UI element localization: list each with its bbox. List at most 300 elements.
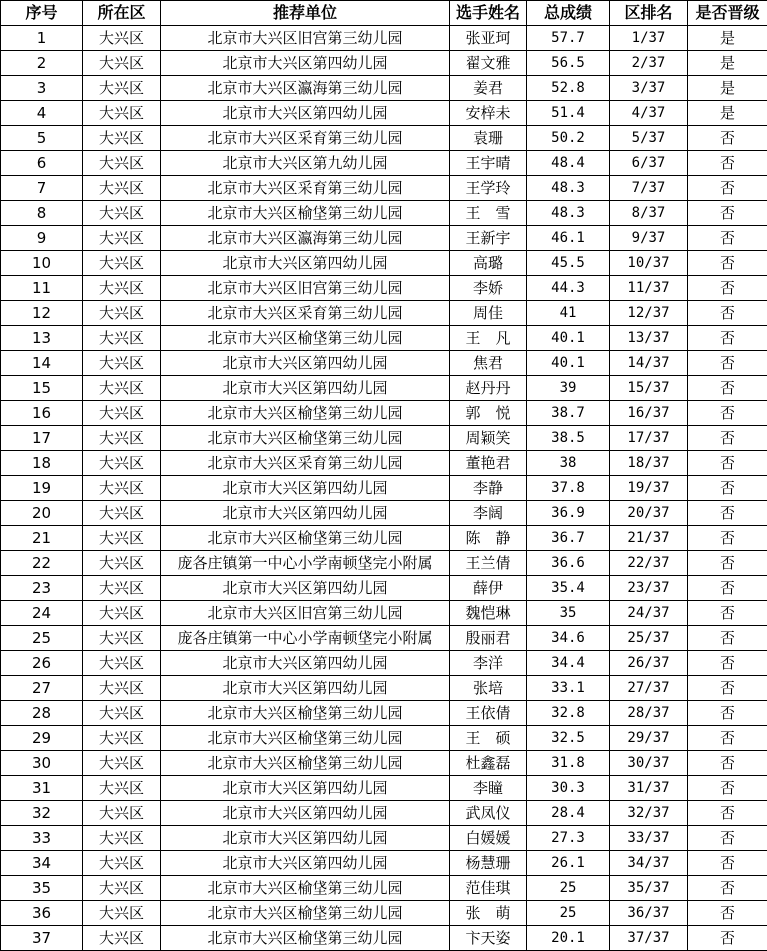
index-cell: 18 bbox=[1, 451, 83, 476]
district-cell: 大兴区 bbox=[83, 226, 161, 251]
table-row bbox=[1, 651, 767, 676]
score-cell: 44.3 bbox=[527, 276, 610, 301]
table-row bbox=[1, 26, 767, 51]
unit-cell: 北京市大兴区旧宫第三幼儿园 bbox=[161, 26, 450, 51]
advance-cell: 否 bbox=[688, 926, 767, 951]
table-row bbox=[1, 876, 767, 901]
score-cell: 37.8 bbox=[527, 476, 610, 501]
table-row bbox=[1, 576, 767, 601]
unit-cell: 庞各庄镇第一中心小学南顿垡完小附属 bbox=[161, 551, 450, 576]
score-cell: 32.8 bbox=[527, 701, 610, 726]
score-cell: 48.3 bbox=[527, 201, 610, 226]
name-cell: 王宇晴 bbox=[450, 151, 527, 176]
rank-cell: 4/37 bbox=[610, 101, 688, 126]
score-cell: 36.7 bbox=[527, 526, 610, 551]
index-cell: 12 bbox=[1, 301, 83, 326]
index-cell: 8 bbox=[1, 201, 83, 226]
advance-cell: 否 bbox=[688, 626, 767, 651]
advance-cell: 否 bbox=[688, 301, 767, 326]
score-cell: 38.5 bbox=[527, 426, 610, 451]
rank-cell: 2/37 bbox=[610, 51, 688, 76]
unit-cell: 北京市大兴区第四幼儿园 bbox=[161, 376, 450, 401]
name-cell: 焦君 bbox=[450, 351, 527, 376]
unit-cell: 北京市大兴区第四幼儿园 bbox=[161, 351, 450, 376]
rank-cell: 18/37 bbox=[610, 451, 688, 476]
score-cell: 48.3 bbox=[527, 176, 610, 201]
unit-cell: 北京市大兴区榆垡第三幼儿园 bbox=[161, 876, 450, 901]
name-cell: 安梓未 bbox=[450, 101, 527, 126]
table-row bbox=[1, 176, 767, 201]
index-cell: 33 bbox=[1, 826, 83, 851]
table-row bbox=[1, 476, 767, 501]
index-cell: 9 bbox=[1, 226, 83, 251]
unit-cell: 北京市大兴区第四幼儿园 bbox=[161, 801, 450, 826]
score-cell: 36.6 bbox=[527, 551, 610, 576]
name-cell: 李瞳 bbox=[450, 776, 527, 801]
table-row bbox=[1, 451, 767, 476]
district-cell: 大兴区 bbox=[83, 851, 161, 876]
advance-cell: 否 bbox=[688, 876, 767, 901]
rank-cell: 34/37 bbox=[610, 851, 688, 876]
score-cell: 40.1 bbox=[527, 326, 610, 351]
unit-cell: 北京市大兴区第九幼儿园 bbox=[161, 151, 450, 176]
rank-cell: 36/37 bbox=[610, 901, 688, 926]
header-cell-unit: 推荐单位 bbox=[161, 1, 450, 26]
index-cell: 2 bbox=[1, 51, 83, 76]
table-row bbox=[1, 51, 767, 76]
score-cell: 35 bbox=[527, 601, 610, 626]
unit-cell: 北京市大兴区旧宫第三幼儿园 bbox=[161, 601, 450, 626]
table-row bbox=[1, 426, 767, 451]
rank-cell: 16/37 bbox=[610, 401, 688, 426]
district-cell: 大兴区 bbox=[83, 301, 161, 326]
rank-cell: 9/37 bbox=[610, 226, 688, 251]
table-row bbox=[1, 801, 767, 826]
rank-cell: 32/37 bbox=[610, 801, 688, 826]
header-cell-rank: 区排名 bbox=[610, 1, 688, 26]
district-cell: 大兴区 bbox=[83, 676, 161, 701]
name-cell: 赵丹丹 bbox=[450, 376, 527, 401]
score-cell: 28.4 bbox=[527, 801, 610, 826]
score-cell: 33.1 bbox=[527, 676, 610, 701]
index-cell: 19 bbox=[1, 476, 83, 501]
district-cell: 大兴区 bbox=[83, 576, 161, 601]
advance-cell: 否 bbox=[688, 551, 767, 576]
rank-cell: 1/37 bbox=[610, 26, 688, 51]
rank-cell: 14/37 bbox=[610, 351, 688, 376]
advance-cell: 是 bbox=[688, 76, 767, 101]
advance-cell: 否 bbox=[688, 801, 767, 826]
table-row bbox=[1, 76, 767, 101]
score-cell: 45.5 bbox=[527, 251, 610, 276]
district-cell: 大兴区 bbox=[83, 701, 161, 726]
unit-cell: 北京市大兴区第四幼儿园 bbox=[161, 476, 450, 501]
score-cell: 52.8 bbox=[527, 76, 610, 101]
advance-cell: 是 bbox=[688, 101, 767, 126]
rank-cell: 6/37 bbox=[610, 151, 688, 176]
score-cell: 35.4 bbox=[527, 576, 610, 601]
district-cell: 大兴区 bbox=[83, 801, 161, 826]
district-cell: 大兴区 bbox=[83, 601, 161, 626]
table-row bbox=[1, 751, 767, 776]
advance-cell: 否 bbox=[688, 351, 767, 376]
district-cell: 大兴区 bbox=[83, 276, 161, 301]
table-row bbox=[1, 326, 767, 351]
table-row bbox=[1, 601, 767, 626]
district-cell: 大兴区 bbox=[83, 626, 161, 651]
district-cell: 大兴区 bbox=[83, 151, 161, 176]
table-row bbox=[1, 101, 767, 126]
header-row bbox=[1, 1, 767, 26]
table-row bbox=[1, 726, 767, 751]
rank-cell: 25/37 bbox=[610, 626, 688, 651]
name-cell: 薛伊 bbox=[450, 576, 527, 601]
district-cell: 大兴区 bbox=[83, 176, 161, 201]
index-cell: 28 bbox=[1, 701, 83, 726]
score-cell: 40.1 bbox=[527, 351, 610, 376]
score-cell: 32.5 bbox=[527, 726, 610, 751]
district-cell: 大兴区 bbox=[83, 51, 161, 76]
name-cell: 周颖笑 bbox=[450, 426, 527, 451]
name-cell: 李洋 bbox=[450, 651, 527, 676]
index-cell: 3 bbox=[1, 76, 83, 101]
advance-cell: 否 bbox=[688, 601, 767, 626]
table-row bbox=[1, 826, 767, 851]
index-cell: 27 bbox=[1, 676, 83, 701]
index-cell: 4 bbox=[1, 101, 83, 126]
district-cell: 大兴区 bbox=[83, 751, 161, 776]
district-cell: 大兴区 bbox=[83, 901, 161, 926]
advance-cell: 是 bbox=[688, 26, 767, 51]
index-cell: 20 bbox=[1, 501, 83, 526]
district-cell: 大兴区 bbox=[83, 526, 161, 551]
advance-cell: 否 bbox=[688, 476, 767, 501]
score-cell: 56.5 bbox=[527, 51, 610, 76]
name-cell: 王 凡 bbox=[450, 326, 527, 351]
district-cell: 大兴区 bbox=[83, 101, 161, 126]
advance-cell: 否 bbox=[688, 701, 767, 726]
unit-cell: 北京市大兴区瀛海第三幼儿园 bbox=[161, 226, 450, 251]
unit-cell: 北京市大兴区榆垡第三幼儿园 bbox=[161, 726, 450, 751]
advance-cell: 否 bbox=[688, 226, 767, 251]
name-cell: 王依倩 bbox=[450, 701, 527, 726]
name-cell: 王新宇 bbox=[450, 226, 527, 251]
name-cell: 范佳琪 bbox=[450, 876, 527, 901]
unit-cell: 北京市大兴区第四幼儿园 bbox=[161, 101, 450, 126]
advance-cell: 否 bbox=[688, 726, 767, 751]
name-cell: 王 雪 bbox=[450, 201, 527, 226]
index-cell: 26 bbox=[1, 651, 83, 676]
header-cell-district: 所在区 bbox=[83, 1, 161, 26]
score-cell: 48.4 bbox=[527, 151, 610, 176]
unit-cell: 庞各庄镇第一中心小学南顿垡完小附属 bbox=[161, 626, 450, 651]
rank-cell: 29/37 bbox=[610, 726, 688, 751]
index-cell: 6 bbox=[1, 151, 83, 176]
index-cell: 10 bbox=[1, 251, 83, 276]
rank-cell: 30/37 bbox=[610, 751, 688, 776]
table-row bbox=[1, 776, 767, 801]
table-row bbox=[1, 701, 767, 726]
rank-cell: 19/37 bbox=[610, 476, 688, 501]
index-cell: 17 bbox=[1, 426, 83, 451]
rank-cell: 24/37 bbox=[610, 601, 688, 626]
table-row bbox=[1, 226, 767, 251]
advance-cell: 否 bbox=[688, 126, 767, 151]
index-cell: 13 bbox=[1, 326, 83, 351]
name-cell: 陈 静 bbox=[450, 526, 527, 551]
unit-cell: 北京市大兴区第四幼儿园 bbox=[161, 776, 450, 801]
advance-cell: 否 bbox=[688, 376, 767, 401]
index-cell: 32 bbox=[1, 801, 83, 826]
name-cell: 张亚珂 bbox=[450, 26, 527, 51]
advance-cell: 否 bbox=[688, 401, 767, 426]
rank-cell: 21/37 bbox=[610, 526, 688, 551]
district-cell: 大兴区 bbox=[83, 876, 161, 901]
rank-cell: 37/37 bbox=[610, 926, 688, 951]
advance-cell: 否 bbox=[688, 251, 767, 276]
table-row bbox=[1, 151, 767, 176]
rank-cell: 13/37 bbox=[610, 326, 688, 351]
advance-cell: 否 bbox=[688, 751, 767, 776]
table-row bbox=[1, 851, 767, 876]
advance-cell: 否 bbox=[688, 426, 767, 451]
rank-cell: 27/37 bbox=[610, 676, 688, 701]
district-cell: 大兴区 bbox=[83, 126, 161, 151]
advance-cell: 否 bbox=[688, 576, 767, 601]
unit-cell: 北京市大兴区第四幼儿园 bbox=[161, 826, 450, 851]
name-cell: 白媛媛 bbox=[450, 826, 527, 851]
name-cell: 卞天姿 bbox=[450, 926, 527, 951]
score-cell: 26.1 bbox=[527, 851, 610, 876]
advance-cell: 否 bbox=[688, 901, 767, 926]
name-cell: 姜君 bbox=[450, 76, 527, 101]
name-cell: 王兰倩 bbox=[450, 551, 527, 576]
rank-cell: 10/37 bbox=[610, 251, 688, 276]
index-cell: 21 bbox=[1, 526, 83, 551]
name-cell: 袁珊 bbox=[450, 126, 527, 151]
rank-cell: 23/37 bbox=[610, 576, 688, 601]
unit-cell: 北京市大兴区榆垡第三幼儿园 bbox=[161, 326, 450, 351]
name-cell: 董艳君 bbox=[450, 451, 527, 476]
name-cell: 张培 bbox=[450, 676, 527, 701]
table-row bbox=[1, 351, 767, 376]
advance-cell: 否 bbox=[688, 151, 767, 176]
name-cell: 杜鑫磊 bbox=[450, 751, 527, 776]
table-row bbox=[1, 376, 767, 401]
advance-cell: 否 bbox=[688, 451, 767, 476]
score-cell: 50.2 bbox=[527, 126, 610, 151]
unit-cell: 北京市大兴区采育第三幼儿园 bbox=[161, 451, 450, 476]
unit-cell: 北京市大兴区第四幼儿园 bbox=[161, 676, 450, 701]
index-cell: 30 bbox=[1, 751, 83, 776]
district-cell: 大兴区 bbox=[83, 551, 161, 576]
rank-cell: 3/37 bbox=[610, 76, 688, 101]
district-cell: 大兴区 bbox=[83, 26, 161, 51]
name-cell: 翟文雅 bbox=[450, 51, 527, 76]
table-row bbox=[1, 901, 767, 926]
advance-cell: 否 bbox=[688, 826, 767, 851]
index-cell: 36 bbox=[1, 901, 83, 926]
table-row bbox=[1, 551, 767, 576]
rank-cell: 5/37 bbox=[610, 126, 688, 151]
index-cell: 23 bbox=[1, 576, 83, 601]
unit-cell: 北京市大兴区第四幼儿园 bbox=[161, 251, 450, 276]
advance-cell: 否 bbox=[688, 276, 767, 301]
index-cell: 7 bbox=[1, 176, 83, 201]
advance-cell: 是 bbox=[688, 51, 767, 76]
rank-cell: 20/37 bbox=[610, 501, 688, 526]
score-cell: 51.4 bbox=[527, 101, 610, 126]
district-cell: 大兴区 bbox=[83, 326, 161, 351]
advance-cell: 否 bbox=[688, 651, 767, 676]
table-body bbox=[1, 26, 767, 951]
advance-cell: 否 bbox=[688, 176, 767, 201]
unit-cell: 北京市大兴区榆垡第三幼儿园 bbox=[161, 901, 450, 926]
unit-cell: 北京市大兴区第四幼儿园 bbox=[161, 501, 450, 526]
unit-cell: 北京市大兴区采育第三幼儿园 bbox=[161, 176, 450, 201]
score-cell: 34.4 bbox=[527, 651, 610, 676]
district-cell: 大兴区 bbox=[83, 776, 161, 801]
header-cell-name: 选手姓名 bbox=[450, 1, 527, 26]
rank-cell: 15/37 bbox=[610, 376, 688, 401]
score-cell: 27.3 bbox=[527, 826, 610, 851]
table-row bbox=[1, 251, 767, 276]
unit-cell: 北京市大兴区榆垡第三幼儿园 bbox=[161, 401, 450, 426]
advance-cell: 否 bbox=[688, 326, 767, 351]
unit-cell: 北京市大兴区采育第三幼儿园 bbox=[161, 126, 450, 151]
district-cell: 大兴区 bbox=[83, 651, 161, 676]
name-cell: 王学玲 bbox=[450, 176, 527, 201]
table-row bbox=[1, 526, 767, 551]
name-cell: 高璐 bbox=[450, 251, 527, 276]
score-cell: 20.1 bbox=[527, 926, 610, 951]
advance-cell: 否 bbox=[688, 526, 767, 551]
district-cell: 大兴区 bbox=[83, 926, 161, 951]
header-cell-score: 总成绩 bbox=[527, 1, 610, 26]
unit-cell: 北京市大兴区第四幼儿园 bbox=[161, 651, 450, 676]
rank-cell: 11/37 bbox=[610, 276, 688, 301]
rank-cell: 22/37 bbox=[610, 551, 688, 576]
score-cell: 36.9 bbox=[527, 501, 610, 526]
score-cell: 39 bbox=[527, 376, 610, 401]
table-row bbox=[1, 626, 767, 651]
rank-cell: 12/37 bbox=[610, 301, 688, 326]
unit-cell: 北京市大兴区榆垡第三幼儿园 bbox=[161, 426, 450, 451]
table-row bbox=[1, 926, 767, 951]
unit-cell: 北京市大兴区瀛海第三幼儿园 bbox=[161, 76, 450, 101]
score-cell: 38.7 bbox=[527, 401, 610, 426]
index-cell: 25 bbox=[1, 626, 83, 651]
advance-cell: 否 bbox=[688, 776, 767, 801]
index-cell: 11 bbox=[1, 276, 83, 301]
district-cell: 大兴区 bbox=[83, 251, 161, 276]
score-cell: 38 bbox=[527, 451, 610, 476]
score-cell: 25 bbox=[527, 876, 610, 901]
index-cell: 24 bbox=[1, 601, 83, 626]
index-cell: 35 bbox=[1, 876, 83, 901]
advance-cell: 否 bbox=[688, 501, 767, 526]
district-cell: 大兴区 bbox=[83, 501, 161, 526]
table-row bbox=[1, 401, 767, 426]
score-cell: 31.8 bbox=[527, 751, 610, 776]
district-cell: 大兴区 bbox=[83, 826, 161, 851]
index-cell: 5 bbox=[1, 126, 83, 151]
index-cell: 37 bbox=[1, 926, 83, 951]
table-row bbox=[1, 301, 767, 326]
district-cell: 大兴区 bbox=[83, 401, 161, 426]
unit-cell: 北京市大兴区榆垡第三幼儿园 bbox=[161, 751, 450, 776]
table-row bbox=[1, 676, 767, 701]
unit-cell: 北京市大兴区旧宫第三幼儿园 bbox=[161, 276, 450, 301]
index-cell: 1 bbox=[1, 26, 83, 51]
district-cell: 大兴区 bbox=[83, 426, 161, 451]
index-cell: 34 bbox=[1, 851, 83, 876]
rank-cell: 17/37 bbox=[610, 426, 688, 451]
header-cell-index: 序号 bbox=[1, 1, 83, 26]
advance-cell: 否 bbox=[688, 676, 767, 701]
table-row bbox=[1, 276, 767, 301]
district-cell: 大兴区 bbox=[83, 726, 161, 751]
district-cell: 大兴区 bbox=[83, 451, 161, 476]
score-cell: 57.7 bbox=[527, 26, 610, 51]
name-cell: 张 萌 bbox=[450, 901, 527, 926]
unit-cell: 北京市大兴区榆垡第三幼儿园 bbox=[161, 701, 450, 726]
name-cell: 李阔 bbox=[450, 501, 527, 526]
unit-cell: 北京市大兴区第四幼儿园 bbox=[161, 851, 450, 876]
name-cell: 殷丽君 bbox=[450, 626, 527, 651]
name-cell: 杨慧珊 bbox=[450, 851, 527, 876]
rank-cell: 35/37 bbox=[610, 876, 688, 901]
table-row bbox=[1, 201, 767, 226]
district-cell: 大兴区 bbox=[83, 376, 161, 401]
score-cell: 34.6 bbox=[527, 626, 610, 651]
index-cell: 31 bbox=[1, 776, 83, 801]
name-cell: 李静 bbox=[450, 476, 527, 501]
advance-cell: 否 bbox=[688, 851, 767, 876]
score-cell: 25 bbox=[527, 901, 610, 926]
unit-cell: 北京市大兴区榆垡第三幼儿园 bbox=[161, 526, 450, 551]
header-cell-advance: 是否晋级 bbox=[688, 1, 767, 26]
rank-cell: 28/37 bbox=[610, 701, 688, 726]
district-cell: 大兴区 bbox=[83, 201, 161, 226]
unit-cell: 北京市大兴区第四幼儿园 bbox=[161, 51, 450, 76]
score-cell: 46.1 bbox=[527, 226, 610, 251]
rank-cell: 8/37 bbox=[610, 201, 688, 226]
index-cell: 29 bbox=[1, 726, 83, 751]
rank-cell: 33/37 bbox=[610, 826, 688, 851]
unit-cell: 北京市大兴区第四幼儿园 bbox=[161, 576, 450, 601]
index-cell: 14 bbox=[1, 351, 83, 376]
advance-cell: 否 bbox=[688, 201, 767, 226]
rank-cell: 31/37 bbox=[610, 776, 688, 801]
score-cell: 41 bbox=[527, 301, 610, 326]
score-cell: 30.3 bbox=[527, 776, 610, 801]
name-cell: 周佳 bbox=[450, 301, 527, 326]
rank-cell: 7/37 bbox=[610, 176, 688, 201]
district-cell: 大兴区 bbox=[83, 76, 161, 101]
district-cell: 大兴区 bbox=[83, 476, 161, 501]
rank-cell: 26/37 bbox=[610, 651, 688, 676]
district-cell: 大兴区 bbox=[83, 351, 161, 376]
unit-cell: 北京市大兴区榆垡第三幼儿园 bbox=[161, 926, 450, 951]
table-row bbox=[1, 501, 767, 526]
name-cell: 武凤仪 bbox=[450, 801, 527, 826]
name-cell: 郭 悦 bbox=[450, 401, 527, 426]
name-cell: 李娇 bbox=[450, 276, 527, 301]
index-cell: 22 bbox=[1, 551, 83, 576]
name-cell: 魏恺琳 bbox=[450, 601, 527, 626]
table-row bbox=[1, 126, 767, 151]
